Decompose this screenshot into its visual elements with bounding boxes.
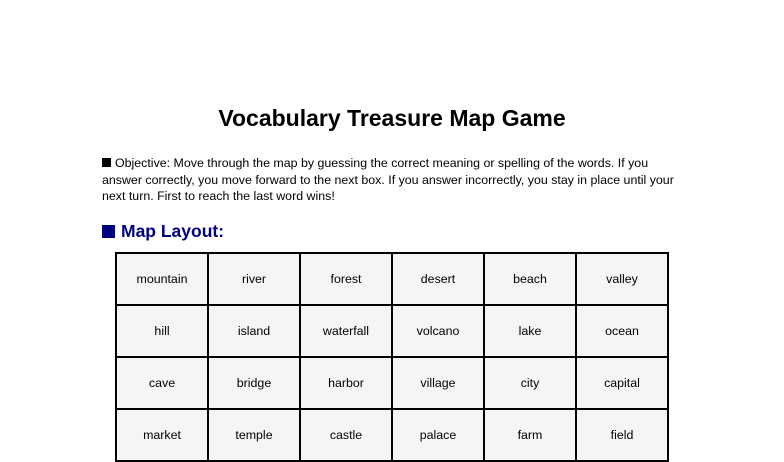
map-cell: farm bbox=[484, 409, 576, 461]
map-layout-heading-text: Map Layout: bbox=[121, 221, 225, 241]
map-cell: ocean bbox=[576, 305, 668, 357]
map-cell: valley bbox=[576, 253, 668, 305]
map-cell: village bbox=[392, 357, 484, 409]
map-cell: field bbox=[576, 409, 668, 461]
page-title: Vocabulary Treasure Map Game bbox=[218, 105, 566, 131]
map-cell: city bbox=[484, 357, 576, 409]
map-cell: harbor bbox=[300, 357, 392, 409]
map-cell: palace bbox=[392, 409, 484, 461]
map-cell: island bbox=[208, 305, 300, 357]
map-cell: river bbox=[208, 253, 300, 305]
map-cell: cave bbox=[116, 357, 208, 409]
map-row bbox=[116, 253, 668, 305]
map-cell: castle bbox=[300, 409, 392, 461]
map-cell: volcano bbox=[392, 305, 484, 357]
map-cell: mountain bbox=[116, 253, 208, 305]
map-row bbox=[116, 357, 668, 409]
map-layout-heading bbox=[102, 219, 224, 243]
square-bullet-icon bbox=[102, 158, 111, 167]
map-cell: hill bbox=[116, 305, 208, 357]
map-cell: capital bbox=[576, 357, 668, 409]
map-cell: bridge bbox=[208, 357, 300, 409]
map-row bbox=[116, 305, 668, 357]
map-cell: waterfall bbox=[300, 305, 392, 357]
map-cell: beach bbox=[484, 253, 576, 305]
objective-paragraph bbox=[102, 155, 688, 205]
map-row bbox=[116, 409, 668, 461]
map-cell: forest bbox=[300, 253, 392, 305]
map-cell: market bbox=[116, 409, 208, 461]
map-cell: temple bbox=[208, 409, 300, 461]
square-bullet-icon bbox=[102, 225, 115, 238]
map-cell: desert bbox=[392, 253, 484, 305]
objective-text: Objective: Move through the map by guessing the correct meaning or spelling of the words. If you answer correctly, you move forward to the next box. If you answer incorrectly, you stay in place until your next turn. First to reach the last word wins! bbox=[102, 156, 674, 203]
map-grid bbox=[115, 252, 669, 462]
map-cell: lake bbox=[484, 305, 576, 357]
